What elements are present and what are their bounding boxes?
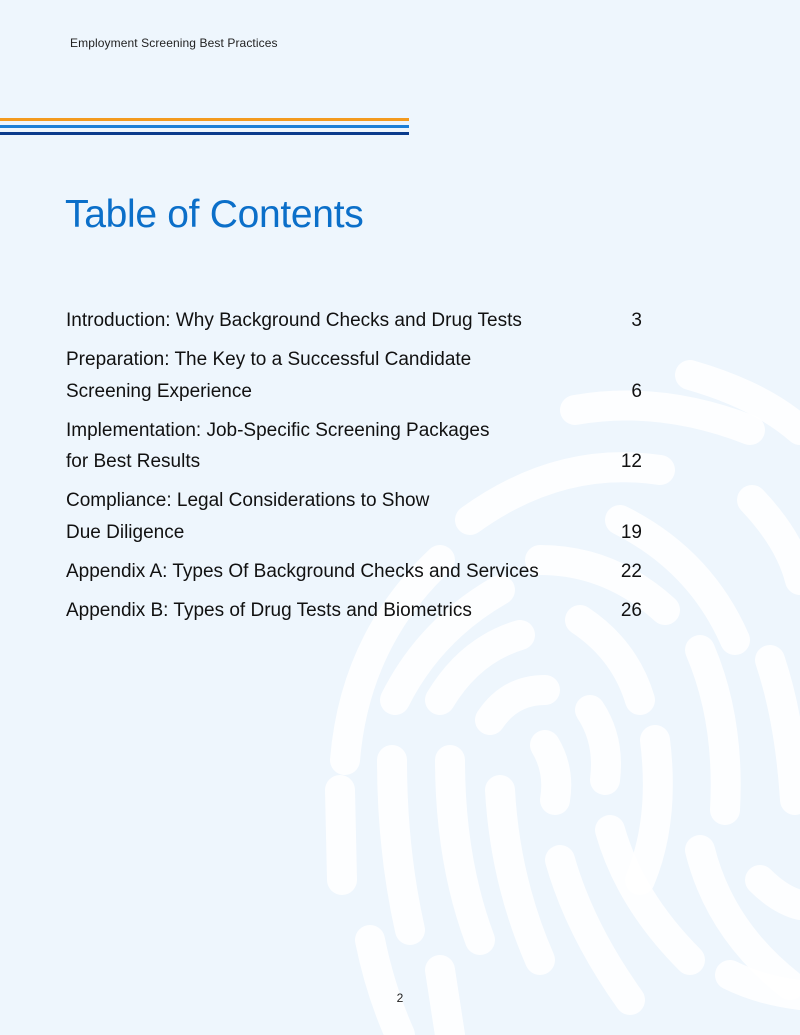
toc-entry-page: 22 <box>620 560 642 582</box>
toc-entry-line: Appendix B: Types of Drug Tests and Biometrics <box>66 599 472 621</box>
toc-entry-page: 26 <box>620 599 642 621</box>
toc-entry-page: 19 <box>620 521 642 543</box>
rule-navy <box>0 132 409 135</box>
toc-entry-title <box>66 595 472 627</box>
toc-entry-preparation[interactable] <box>66 344 642 407</box>
toc-entry-title <box>66 305 522 337</box>
toc-entry-compliance[interactable] <box>66 485 642 548</box>
rule-orange <box>0 118 409 121</box>
toc-entry-line: Introduction: Why Background Checks and Drug Tests <box>66 310 522 331</box>
toc-entry-line: Screening Experience <box>66 380 252 402</box>
toc-entry-line: Due Diligence <box>66 521 185 543</box>
toc-entry-line: Preparation: The Key to a Successful Candidate <box>66 349 472 370</box>
toc-entry-introduction[interactable] <box>66 305 642 337</box>
toc-entry-appendix-a[interactable] <box>66 556 642 588</box>
toc-entry-page: 6 <box>631 380 642 402</box>
toc-entry-title <box>66 485 429 548</box>
toc-entry-title <box>66 344 471 407</box>
decorative-rules <box>0 118 409 139</box>
toc-entry-appendix-b[interactable] <box>66 595 642 627</box>
page-number: 2 <box>396 991 404 1005</box>
toc-entry-line: Compliance: Legal Considerations to Show <box>66 490 430 511</box>
toc-entry-page: 3 <box>631 310 642 331</box>
running-header: Employment Screening Best Practices <box>70 36 278 50</box>
toc-entry-line: Appendix A: Types Of Background Checks and Services <box>66 560 539 582</box>
rule-blue <box>0 125 409 128</box>
toc-entry-title <box>66 415 490 478</box>
toc-entry-implementation[interactable] <box>66 415 642 478</box>
page-title: Table of Contents <box>65 193 364 236</box>
toc-entry-line: for Best Results <box>66 451 201 472</box>
table-of-contents <box>66 305 642 634</box>
toc-entry-line: Implementation: Job-Specific Screening Packages <box>66 419 490 441</box>
toc-entry-title <box>66 556 539 588</box>
toc-entry-page: 12 <box>620 451 642 472</box>
